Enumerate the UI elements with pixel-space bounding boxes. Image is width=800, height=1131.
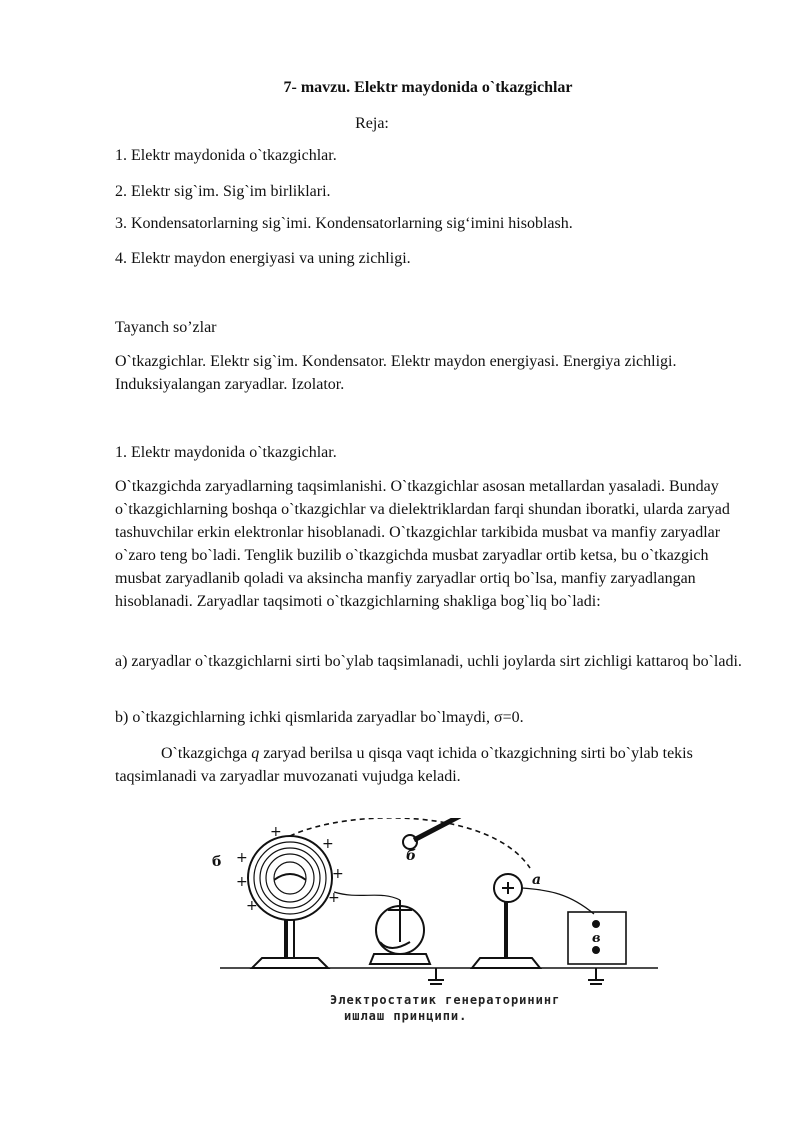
charge-paragraph: [115, 742, 745, 788]
page-title: [0, 76, 800, 99]
svg-text:+: +: [322, 836, 334, 852]
section1-paragraph: O`tkazgichda zaryadlarning taqsimlanishi. O`tkazgichlar asosan metallardan yasaladi. Bunday o`tkazgichlarning boshqa o`tkazgichlar va dielektriklardan farqi shundan iboratki, ularda zaryad tashuvchilar erkin elektronlar hisoblanadi. O`tkazgichlar tarkibida musbat va manfiy zaryadlar o`zaro teng bo`ladi. Tenglik buzilib o`tkazgichda musbat zaryadlar ortib ketsa, bu o`tkazgich musbat zaryadlanib qoladi va aksincha manfiy zaryadlar ortiq bo`lsa, manfiy zaryadlangan hisoblanadi. Zaryadlar taqsimoti o`tkazgichlarning shakliga bog`liq bo`ladi:: [115, 478, 730, 610]
label-b-probe: б: [406, 848, 417, 864]
charge-text-after: zaryad berilsa u qisqa vaqt ichida o`tkazgichning sirti bo`ylab tekis taqsimlanadi va zaryadlar muvozanati vujudga keladi.: [115, 745, 693, 785]
caption-line-1: Электростатик генераторининг: [330, 993, 561, 1007]
title-main: Elektr maydonida o`tkazgichlar: [350, 79, 573, 96]
label-a: a: [532, 872, 542, 888]
title-prefix: 7- mavzu.: [283, 79, 351, 96]
plan-item-4: 4. Elektr maydon energiyasi va uning zichligi.: [115, 250, 411, 267]
plan-item-1: 1. Elektr maydonida o`tkazgichlar.: [115, 147, 337, 164]
label-b-left: б: [212, 854, 222, 870]
svg-text:+: +: [236, 850, 248, 866]
svg-text:+: +: [236, 874, 248, 890]
plan-item-3: 3. Kondensatorlarning sig`imi. Kondensatorlarning sig‘imini hisoblash.: [115, 215, 573, 232]
svg-text:+: +: [270, 824, 282, 840]
caption-line-2: ишлаш принципи.: [344, 1009, 468, 1023]
figure-caption: [330, 992, 650, 1024]
label-v: в: [592, 931, 601, 946]
section1-heading: 1. Elektr maydonida o`tkazgichlar.: [115, 444, 337, 461]
svg-text:+: +: [246, 898, 258, 914]
charge-text-before: O`tkazgichga: [161, 745, 252, 762]
keywords-heading: Tayanch so’zlar: [115, 319, 217, 336]
item-b: b) o`tkazgichlarning ichki qismlarida zaryadlar bo`lmaydi, σ=0.: [115, 709, 524, 726]
svg-text:+: +: [328, 890, 340, 906]
item-a: a) zaryadlar o`tkazgichlarni sirti bo`ylab taqsimlanadi, uchli joylarda sirt zichligi kattaroq bo`ladi.: [115, 653, 742, 670]
plan-item-2: 2. Elektr sig`im. Sig`im birliklari.: [115, 183, 331, 200]
keywords-text: O`tkazgichlar. Elektr sig`im. Kondensator. Elektr maydon energiyasi. Energiya zichligi. Induksiyalangan zaryadlar. Izolator.: [115, 353, 677, 393]
charge-symbol: q: [251, 745, 260, 762]
plan-heading: Reja:: [355, 115, 389, 132]
svg-text:+: +: [332, 866, 344, 882]
